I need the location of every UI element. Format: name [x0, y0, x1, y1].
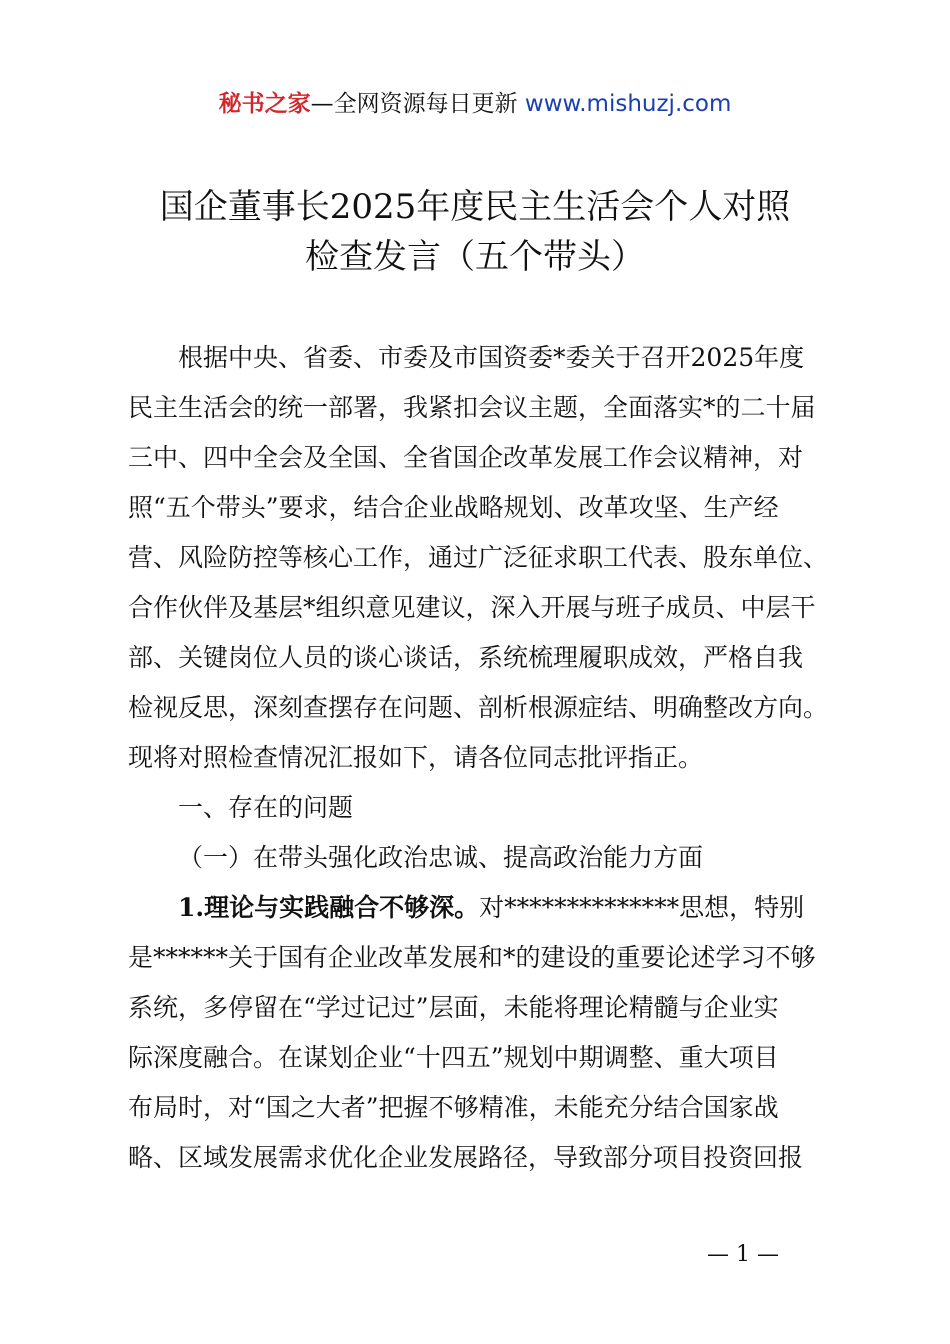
paragraph-line: 照“五个带头”要求，结合企业战略规划、改革攻坚、生产经 — [128, 493, 779, 522]
point-line: 际深度融合。在谋划企业“十四五”规划中期调整、重大项目 — [128, 1043, 779, 1072]
point-title: 1.理论与实践融合不够深。 — [178, 893, 480, 922]
point-line — [128, 883, 838, 933]
header-tagline: —全网资源每日更新 — [310, 91, 525, 117]
paragraph-line: 三中、四中全会及全国、全省国企改革发展工作会议精神，对 — [128, 443, 804, 472]
point-line: 系统，多停留在“学过记过”层面，未能将理论精髓与企业实 — [128, 993, 779, 1022]
paragraph-line: 检视反思，深刻查摆存在问题、剖析根源症结、明确整改方向。 — [128, 693, 829, 722]
point-line: 略、区域发展需求优化企业发展路径，导致部分项目投资回报 — [128, 1143, 804, 1172]
title-line-1: 国企董事长2025年度民主生活会个人对照 — [159, 187, 791, 227]
paragraph-line: 合作伙伴及基层*组织意见建议，深入开展与班子成员、中层干 — [128, 593, 816, 622]
paragraph-line: 现将对照检查情况汇报如下，请各位同志批评指正。 — [128, 743, 704, 772]
title-line-2: 检查发言（五个带头） — [305, 237, 645, 277]
brand-name: 秘书之家 — [218, 91, 311, 117]
paragraph-line: 部、关键岗位人员的谈心谈话，系统梳理履职成效，严格自我 — [128, 643, 804, 672]
paragraph-line: 根据中央、省委、市委及市国资委*委关于召开2025年度 — [178, 343, 805, 372]
paragraph-line: 营、风险防控等核心工作，通过广泛征求职工代表、股东单位、 — [128, 543, 829, 572]
section-heading: 一、存在的问题 — [178, 793, 354, 822]
page-number: — 1 — — [707, 1242, 779, 1267]
subsection-heading: （一）在带头强化政治忠诚、提高政治能力方面 — [178, 843, 704, 872]
site-header — [0, 88, 950, 120]
point-text: 对**************思想，特别 — [479, 893, 805, 922]
document-body — [128, 333, 838, 1183]
document-title — [0, 182, 950, 282]
point-line: 是******关于国有企业改革发展和*的建设的重要论述学习不够 — [128, 943, 816, 972]
site-url-link[interactable]: www.mishuzj.com — [524, 91, 732, 117]
point-line: 布局时，对“国之大者”把握不够精准，未能充分结合国家战 — [128, 1093, 779, 1122]
paragraph-line: 民主生活会的统一部署，我紧扣会议主题，全面落实*的二十届 — [128, 393, 816, 422]
